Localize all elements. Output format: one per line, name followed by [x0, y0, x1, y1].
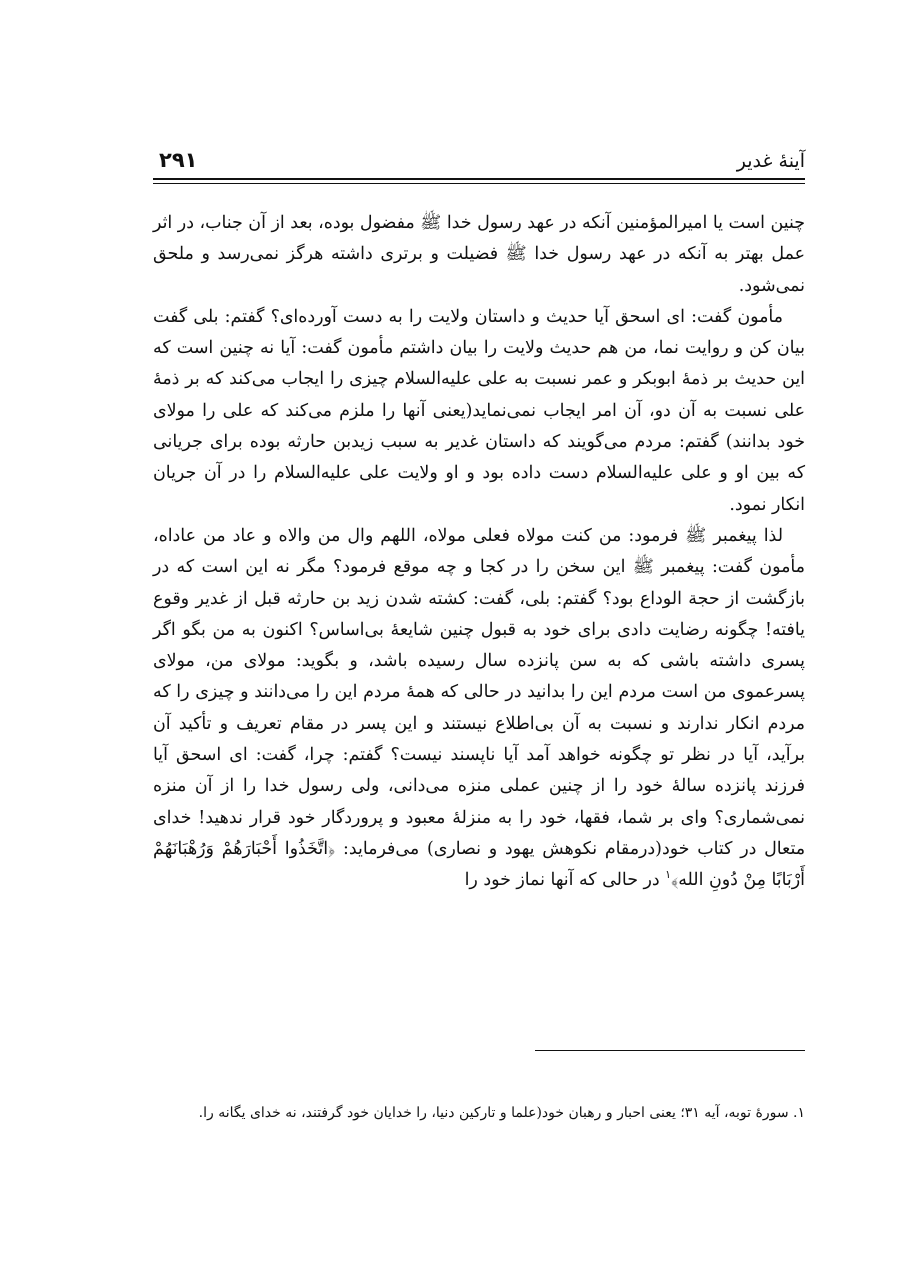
paragraph-3-text: لذا پیغمبر ﷺ فرمود: من کنت مولاه فعلی مولاه، اللهم وال من والاه و عاد من عاداه، مأمون گفت: پیغمبر ﷺ این سخن را در کجا و چه موقع فرمود؟ مگر نه این است که در بازگشت از حجة الوداع بود؟ گفتم: بلی، گفت: کشته شدن زید بن حارثه قبل از غدیر وقوع یافته! چگونه رضایت دادی برای خود به قبول چنین شایعۀ بی‌اساس؟ اکنون به من بگو اگر پسری داشته باشی که به سن پانزده سال رسیده باشد، و بگوید: مولای من، مولای پسرعموی من است مردم این را بدانید در حالی که همۀ مردم این را می‌دانند و چیزی را که مردم انکار ندارند و نسبت به آن بی‌اطلاع نیستند و این پسر در مقام تعریف و تأکید آن برآید، آیا در نظر تو چگونه خواهد آمد آیا ناپسند نیست؟ گفتم: چرا، گفت: ای اسحق آیا فرزند پانزده سالۀ خود را از چنین عملی منزه می‌دانی، ولی رسول خدا را از آن منزه نمی‌شماری؟ وای بر شما، فقها، خود را به منزلۀ معبود و پروردگار خود قرار ندهید! خدای متعال در کتاب خود(درمقام نکوهش یهود و نصاری) می‌فرماید: — [153, 525, 806, 859]
footnote-separator — [535, 1050, 805, 1051]
verse-continuation: در حالی که آنها نماز خود را — [464, 870, 660, 891]
paragraph-3 — [153, 521, 805, 897]
header-rule-thin — [153, 183, 805, 184]
header-rule-thick — [153, 178, 805, 180]
paragraph-1: چنین است یا امیرالمؤمنین آنکه در عهد رسول خدا ﷺ مفضول بوده، بعد از آن جناب، در اثر عمل بهتر به آنکه در عهد رسول خدا ﷺ فضیلت و برتری داشته هرگز نمی‌رسد و ملحق نمی‌شود. — [153, 213, 805, 296]
paragraph-2: مأمون گفت: ای اسحق آیا حدیث و داستان ولایت را به دست آورده‌ای؟ گفتم: بلی گفت بیان کن و روایت نما، من هم حدیث ولایت را بیان داشتم مأمون گفت: آیا نه چنین است که این حدیث بر ذمۀ ابوبکر و عمر نسبت به علی علیه‌السلام چیزی را ایجاب می‌کند که بر ذمۀ علی نسبت به آن دو، آن امر ایجاب نمی‌نماید(یعنی آنها را ملزم می‌کند که علی را مولای خود بدانند) گفتم: مردم می‌گویند که داستان غدیر به سبب زیدبن حارثه بوده برای جریانی که بین او و علی علیه‌السلام دست داده بود و او ولایت علی علیه‌السلام را در آن جریان انکار نمود. — [153, 306, 805, 515]
page-header — [153, 146, 805, 180]
quran-verse: ﴿اتَّخَذُوا أَحْبَارَهُمْ وَرُهْبَانَهُمْ أَرْبَابًا مِنْ دُونِ الله﴾ — [153, 838, 805, 891]
running-title: آینۀ غدیر — [736, 150, 805, 172]
footnote-area — [153, 1100, 805, 1127]
footnote-1: ۱. سورۀ توبه، آیه ۳۱؛ یعنی احبار و رهبان خود(علما و تارکین دنیا، را خدایان خود گرفتند، نه خدای یگانه را. — [198, 1105, 805, 1121]
page-number: ۲۹۱ — [159, 148, 198, 172]
footnote-marker[interactable]: ۱ — [665, 868, 672, 882]
body-text — [153, 208, 805, 1008]
